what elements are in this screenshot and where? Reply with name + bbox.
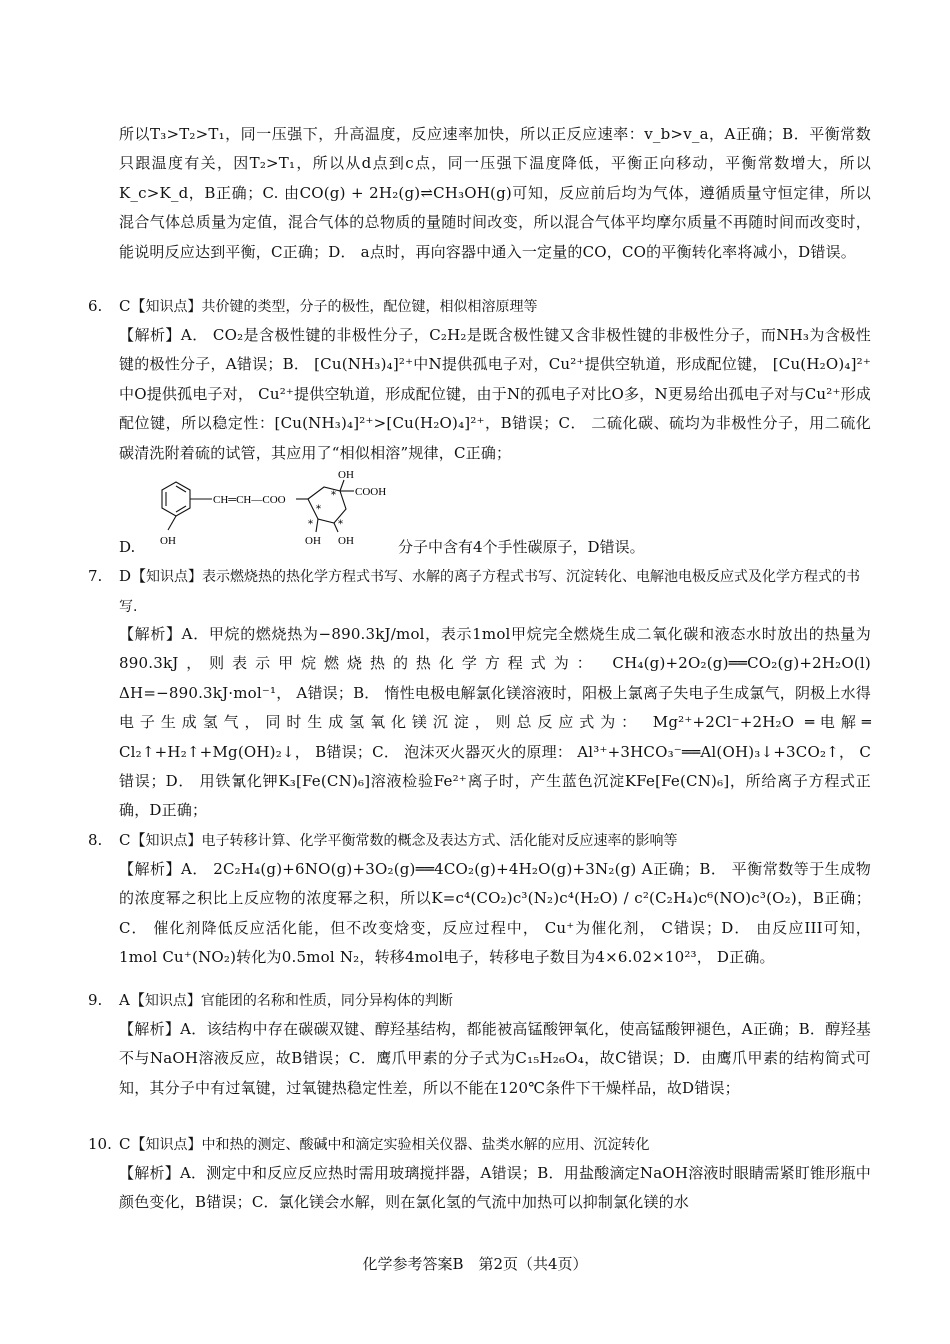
explanation: 【解析】A．该结构中存在碳碳双键、醇羟基结构，都能被高锰酸钾氧化，使高锰酸钾褪色，A正确；B．醇羟基不与NaOH溶液反应，故B错误；C．鹰爪甲素的分子式为C₁₅H₂₆O₄，故C错误；D．由鹰爪甲素的结构简式可知，其分子中有过氧键，过氧键热稳定性差，所以不能在120℃条件下干燥样品，故D错误； xyxy=(119,1020,871,1097)
option-d-text: 分子中含有4个手性碳原子，D错误。 xyxy=(398,538,645,556)
cyclohexane-ring xyxy=(308,487,346,523)
oh-label: OH xyxy=(305,535,321,547)
knowledge-point: 知识点】表示燃烧热的热化学方程式书写、水解的离子方程式书写、沉淀转化、电解池电极反应式及化学方程式的书写. xyxy=(119,569,861,615)
knowledge-point: 知识点】中和热的测定、酸碱中和滴定实验相关仪器、盐类水解的应用、沉淀转化 xyxy=(145,1137,650,1153)
chain-label: CH═CH—COO xyxy=(213,494,286,506)
chiral-star: * xyxy=(338,519,343,530)
question-number: 7. xyxy=(88,567,103,585)
question-header xyxy=(119,986,871,1016)
knowledge-point: 知识点】官能团的名称和性质，同分异构体的判断 xyxy=(144,993,453,1009)
cooh-label: COOH xyxy=(355,486,387,498)
page-footer: 化学参考答案B 第2页（共4页） xyxy=(362,1255,588,1273)
question-number: 8. xyxy=(88,831,103,849)
question-header xyxy=(119,1130,871,1160)
chiral-star: * xyxy=(316,504,321,515)
explanation: 【解析】A．测定中和反应反应热时需用玻璃搅拌器，A错误；B．用盐酸滴定NaOH溶液时眼睛需紧盯锥形瓶中颜色变化，B错误；C．氯化镁会水解，则在氯化氢的气流中加热可以抑制氯化镁的水 xyxy=(119,1164,871,1212)
answer-choice: D【 xyxy=(119,567,147,585)
knowledge-point: 知识点】电子转移计算、化学平衡常数的概念及表达方式、活化能对反应速率的影响等 xyxy=(145,833,678,849)
answer-choice: C【 xyxy=(119,831,146,849)
oh-label: OH xyxy=(338,469,354,481)
chiral-star: * xyxy=(308,519,313,530)
option-d-label: D. xyxy=(119,538,136,556)
answer-choice: C【 xyxy=(119,1135,146,1153)
chiral-star: * xyxy=(331,490,336,501)
question-header xyxy=(119,826,871,856)
knowledge-point: 知识点】共价键的类型，分子的极性，配位键，相似相溶原理等 xyxy=(145,299,538,315)
explanation: 【解析】A．甲烷的燃烧热为−890.3kJ/mol，表示1mol甲烷完全燃烧生成二氧化碳和液态水时放出的热量为890.3kJ，则表示甲烷燃烧热的热化学方程式为： CH₄(g)+2O₂(g)══CO₂(g)+2H₂O(l) ΔH=−890.3kJ·mol⁻¹， A错误；B． 惰性电极电解氯化镁溶液时，阳极上氯离子失电子生成氯气，阴极上水得电子生成氢气，同时生成氢氧化镁沉淀，则总反应式为： Mg²⁺+2Cl⁻+2H₂O ═电解═ Cl₂↑+H₂↑+Mg(OH)₂↓， B错误；C． 泡沫灭火器灭火的原理： Al³⁺+3HCO₃⁻══Al(OH)₃↓+3CO₂↑， C错误；D． 用铁氰化钾K₃[Fe(CN)₆]溶液检验Fe²⁺离子时，产生蓝色沉淀KFe[Fe(CN)₆]，所给离子方程式正确，D正确； xyxy=(119,625,871,820)
question-number: 9. xyxy=(88,991,103,1009)
question-number: 10. xyxy=(88,1135,112,1153)
answer-choice: A【 xyxy=(119,991,145,1009)
oh-label: OH xyxy=(160,535,176,547)
molecule-structure xyxy=(148,468,398,548)
continued-explanation: 所以T₃>T₂>T₁，同一压强下，升高温度，反应速率加快，所以正反应速率：v_b>v_a，A正确；B．平衡常数只跟温度有关，因T₂>T₁，所以从d点到c点，同一压强下温度降低，平衡正向移动，平衡常数增大，所以K_c>K_d，B正确；C. 由CO(g) + 2H₂(g)⇌CH₃OH(g)可知，反应前后均为气体，遵循质量守恒定律，所以混合气体总质量为定值，混合气体的总物质的量随时间改变，所以混合气体平均摩尔质量不再随时间而改变时，能说明反应达到平衡，C正确；D． a点时，再向容器中通入一定量的CO，CO的平衡转化率将减小，D错误。 xyxy=(119,125,871,261)
question-header xyxy=(119,562,871,622)
question-header xyxy=(119,292,871,322)
question-number: 6. xyxy=(88,297,103,315)
answer-choice: C【 xyxy=(119,297,146,315)
oh-label: OH xyxy=(338,535,354,547)
explanation: 【解析】A． CO₂是含极性键的非极性分子，C₂H₂是既含极性键又含非极性键的非极性分子，而NH₃为含极性键的极性分子，A错误；B． [Cu(NH₃)₄]²⁺中N提供孤电子对，Cu²⁺提供空轨道，形成配位键， [Cu(H₂O)₄]²⁺中O提供孤电子对， Cu²⁺提供空轨道，形成配位键，由于N的孤电子对比O多，N更易给出孤电子对与Cu²⁺形成配位键，所以稳定性：[Cu(NH₃)₄]²⁺>[Cu(H₂O)₄]²⁺，B错误；C． 二硫化碳、硫均为非极性分子，用二硫化碳清洗附着硫的试管，其应用了“相似相溶”规律，C正确； xyxy=(119,326,871,462)
explanation: 【解析】A． 2C₂H₄(g)+6NO(g)+3O₂(g)══4CO₂(g)+4H₂O(g)+3N₂(g) A正确；B． 平衡常数等于生成物的浓度幂之积比上反应物的浓度幂之积，所以K=c⁴(CO₂)c³(N₂)c⁴(H₂O) / c²(C₂H₄)c⁶(NO)c³(O₂)，B正确；C． 催化剂降低反应活化能，但不改变焓变，反应过程中， Cu⁺为催化剂， C错误；D． 由反应III可知， 1mol Cu⁺(NO₂)转化为0.5mol N₂，转移4mol电子，转移电子数目为4×6.02×10²³， D正确。 xyxy=(119,860,871,967)
